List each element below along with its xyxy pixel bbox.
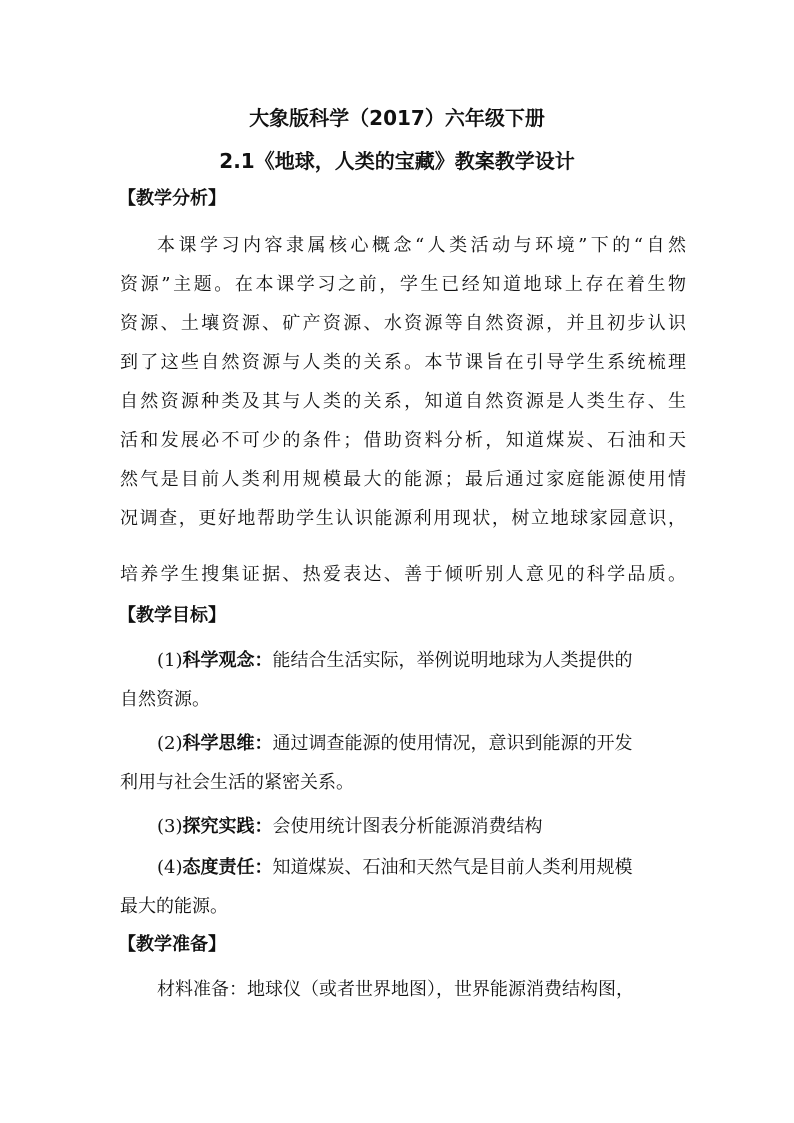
document-title: 大象版科学（2017）六年级下册 (249, 106, 545, 130)
goal-text: 通过调查能源的使用情况，意识到能源的开发 (272, 733, 633, 754)
paragraph-line: 本课学习内容隶属核心概念“人类活动与环境”下的“自然 (157, 235, 686, 256)
section-heading-goals: 【教学目标】 (118, 605, 226, 626)
paragraph-line: 然气是目前人类利用规模最大的能源；最后通过家庭能源使用情 (120, 469, 686, 490)
paragraph-line: 况调查，更好地帮助学生认识能源利用现状，树立地球家园意识， (120, 508, 686, 529)
section-heading-analysis: 【教学分析】 (118, 188, 226, 209)
prep-line: 材料准备：地球仪（或者世界地图），世界能源消费结构图， (157, 979, 634, 1000)
goal-label: 科学观念： (182, 650, 273, 671)
goal-text: 能结合生活实际，举例说明地球为人类提供的 (272, 650, 633, 671)
paragraph-line: 培养学生搜集证据、热爱表达、善于倾听别人意见的科学品质。 (120, 564, 686, 585)
goal-item-3 (157, 815, 686, 839)
goal-item-4 (157, 856, 686, 880)
goal-number: (1) (157, 650, 183, 671)
paragraph-line: 到了这些自然资源与人类的关系。本节课旨在引导学生系统梳理 (120, 352, 686, 373)
goal-number: (3) (157, 816, 183, 837)
goal-label: 态度责任： (182, 857, 273, 878)
paragraph-line: 自然资源种类及其与人类的关系，知道自然资源是人类生存、生 (120, 391, 686, 412)
goal-item-2-continued: 利用与社会生活的紧密关系。 (120, 772, 354, 793)
goal-text: 会使用统计图表分析能源消费结构 (272, 816, 543, 837)
goal-item-1-continued: 自然资源。 (120, 689, 210, 710)
section-heading-prep: 【教学准备】 (118, 934, 226, 955)
goal-item-1 (157, 649, 686, 673)
goal-item-4-continued: 最大的能源。 (120, 896, 228, 917)
goal-text: 知道煤炭、石油和天然气是目前人类利用规模 (272, 857, 633, 878)
goal-number: (4) (157, 857, 183, 878)
paragraph-line: 资源、土壤资源、矿产资源、水资源等自然资源，并且初步认识 (120, 313, 686, 334)
lesson-title: 2.1《地球，人类的宝藏》教案教学设计 (219, 149, 575, 173)
paragraph-line: 活和发展必不可少的条件；借助资料分析，知道煤炭、石油和天 (120, 430, 686, 451)
paragraph-line: 资源”主题。在本课学习之前，学生已经知道地球上存在着生物 (120, 274, 686, 295)
goal-item-2 (157, 732, 686, 756)
goal-number: (2) (157, 733, 183, 754)
goal-label: 科学思维： (182, 733, 273, 754)
goal-label: 探究实践： (182, 816, 273, 837)
